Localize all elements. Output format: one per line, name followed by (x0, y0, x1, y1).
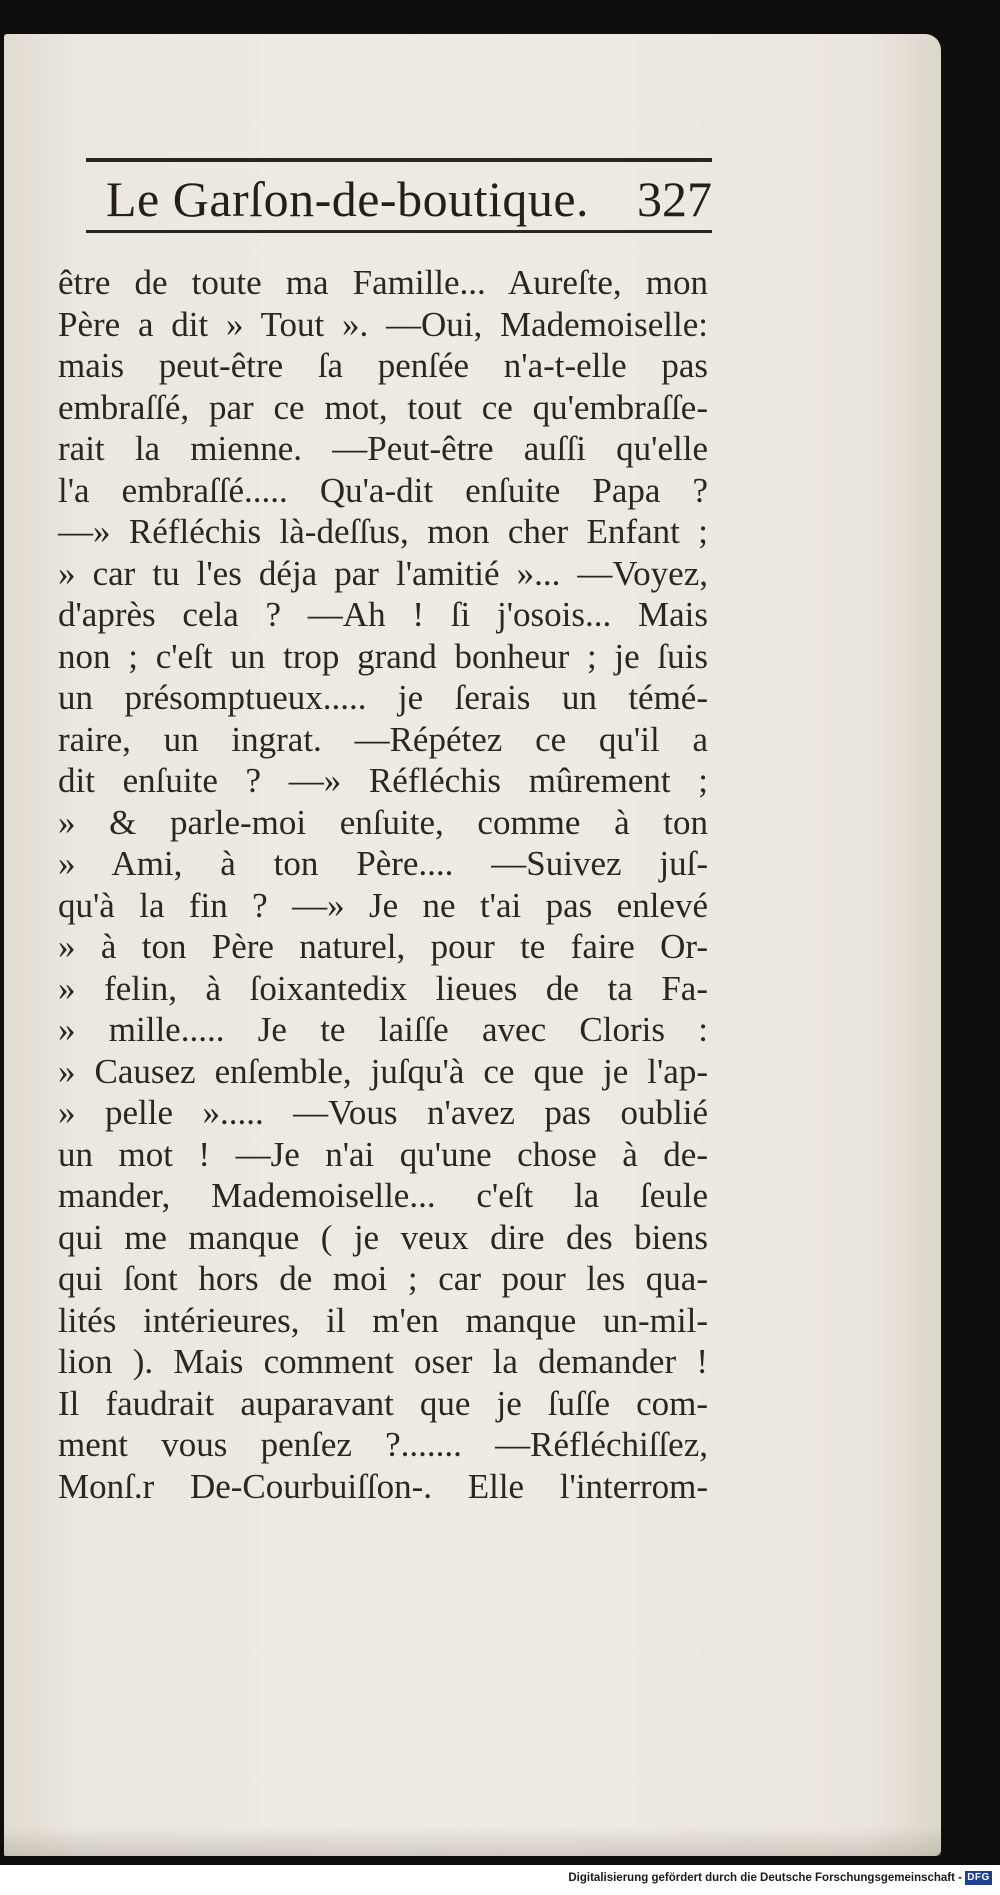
text-line: » Ami, à ton Père.... —Suivez juſ- (58, 844, 708, 883)
text-line: lités intérieures, il m'en manque un-mil- (58, 1300, 708, 1340)
text-line: un mot ! —Je n'ai qu'une chose à de- (58, 1134, 708, 1174)
text-line: » à ton Père naturel, pour te faire Or- (58, 927, 708, 966)
text-line: mais peut-être ſa penſée n'a-t-elle pas (58, 346, 708, 385)
page-body-text (58, 262, 708, 1507)
text-line: mander, Mademoiselle... c'eſt la ſeule (58, 1176, 708, 1215)
page-header (86, 158, 712, 240)
text-line: Père a dit » Tout ». —Oui, Mademoiselle: (58, 304, 708, 344)
text-line: Monſ.r De-Courbuiſſon-. Elle l'interrom- (58, 1466, 708, 1506)
text-line: un présomptueux..... je ſerais un témé- (58, 678, 708, 717)
text-line: » mille..... Je te laiſſe avec Cloris : (58, 1010, 708, 1049)
dfg-logo: DFG (965, 1871, 992, 1885)
text-line: embraſſé, par ce mot, tout ce qu'embraſſe- (58, 387, 708, 427)
text-line: —» Réfléchis là-deſſus, mon cher Enfant ; (58, 512, 708, 551)
text-line: qui ſont hors de moi ; car pour les qua- (58, 1259, 708, 1298)
funding-credit: Digitalisierung gefördert durch die Deutsche Forschungsgemeinschaft - (568, 1872, 962, 1884)
header-rule-top (86, 158, 712, 162)
text-line: d'après cela ? —Ah ! ſi j'osois... Mais (58, 595, 708, 634)
running-head: Le Garſon-de-boutique. (106, 171, 590, 227)
text-line: » felin, à ſoixantedix lieues de ta Fa- (58, 968, 708, 1008)
text-line: être de toute ma Famille... Aureſte, mon (58, 263, 708, 302)
text-line: qui me manque ( je veux dire des biens (58, 1217, 708, 1257)
text-line: Il faudrait auparavant que je ſuſſe com- (58, 1383, 708, 1423)
page-bottom-edge (4, 1826, 941, 1856)
text-line: dit enſuite ? —» Réfléchis mûrement ; (58, 761, 708, 800)
text-line: non ; c'eſt un trop grand bonheur ; je ſuis (58, 636, 708, 676)
text-line: » pelle »..... —Vous n'avez pas oublié (58, 1093, 708, 1132)
text-line: l'a embraſſé..... Qu'a-dit enſuite Papa ? (58, 470, 708, 510)
text-line: qu'à la fin ? —» Je ne t'ai pas enlevé (58, 885, 708, 925)
page-number: 327 (637, 171, 712, 227)
header-rule-bottom (86, 230, 712, 233)
text-line: lion ). Mais comment oser la demander ! (58, 1342, 708, 1381)
text-line: » & parle-moi enſuite, comme à ton (58, 802, 708, 842)
text-line: » car tu l'es déja par l'amitié »... —Voyez, (58, 553, 708, 593)
text-line: rait la mienne. —Peut-être auſſi qu'elle (58, 429, 708, 468)
text-line: raire, un ingrat. —Répétez ce qu'il a (58, 719, 708, 759)
text-line: » Causez enſemble, juſqu'à ce que je l'ap- (58, 1051, 708, 1091)
text-line: ment vous penſez ?....... —Réfléchiſſez, (58, 1425, 708, 1464)
digitization-footer (0, 1865, 1000, 1895)
